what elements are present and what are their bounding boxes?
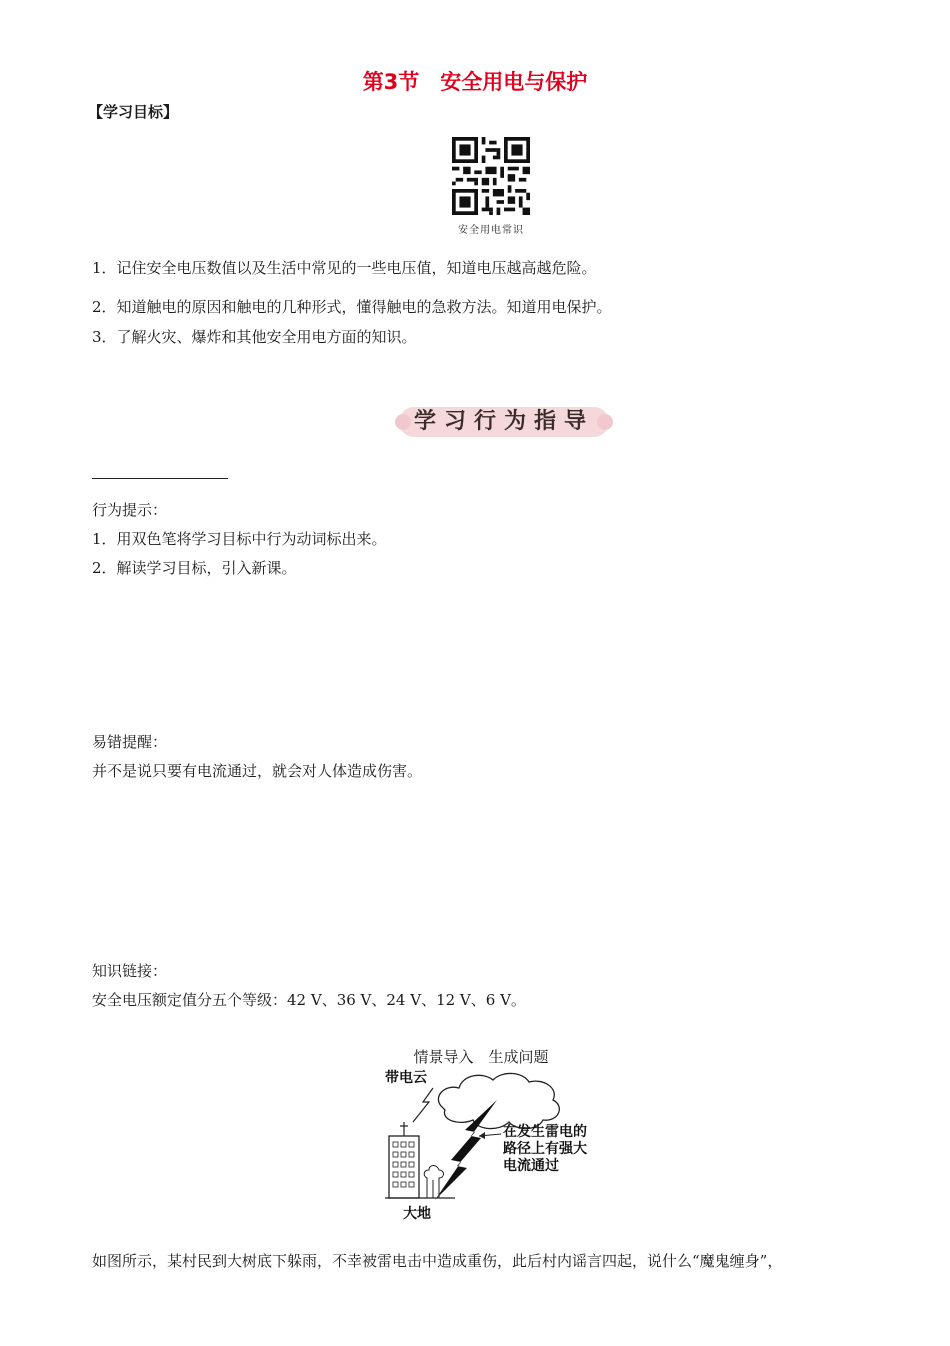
study-guide-banner bbox=[393, 403, 615, 441]
mistake-label: 易错提醒： bbox=[92, 733, 168, 751]
qr-code[interactable] bbox=[452, 137, 530, 215]
ground-label: 大地 bbox=[403, 1206, 431, 1222]
knowledge-label: 知识链接： bbox=[92, 962, 168, 980]
scene-title: 情景导入 生成问题 bbox=[413, 1048, 549, 1066]
behavior-label: 行为提示： bbox=[92, 501, 168, 519]
behavior-item-1: 1．用双色笔将学习目标中行为动词标出来。 bbox=[92, 530, 387, 548]
banner-text: 学习行为指导 bbox=[413, 409, 594, 434]
lightning-figure bbox=[383, 1066, 613, 1224]
goal-item-3: 3．了解火灾、爆炸和其他安全用电方面的知识。 bbox=[92, 328, 417, 346]
cloud-label: 带电云 bbox=[385, 1070, 427, 1086]
path-label-line2: 路径上有强大 bbox=[503, 1141, 587, 1157]
body-paragraph: 如图所示，某村民到大树底下躲雨，不幸被雷电击中造成重伤，此后村内谣言四起，说什么“魔鬼缠身”， bbox=[92, 1252, 783, 1270]
divider-rule bbox=[92, 478, 228, 479]
learning-goals-label: 【学习目标】 bbox=[88, 103, 179, 121]
path-label-line1: 在发生雷电的 bbox=[503, 1124, 587, 1140]
goal-item-1: 1．记住安全电压数值以及生活中常见的一些电压值，知道电压越高越危险。 bbox=[92, 259, 597, 277]
knowledge-text: 安全电压额定值分五个等级：42 V、36 V、24 V、12 V、6 V。 bbox=[92, 991, 526, 1009]
goal-item-2: 2．知道触电的原因和触电的几种形式，懂得触电的急救方法。知道用电保护。 bbox=[92, 298, 612, 316]
path-label-line3: 电流通过 bbox=[503, 1158, 559, 1174]
qr-caption: 安全用电常识 bbox=[458, 225, 524, 236]
mistake-text: 并不是说只要有电流通过，就会对人体造成伤害。 bbox=[92, 762, 423, 780]
behavior-item-2: 2．解读学习目标，引入新课。 bbox=[92, 559, 297, 577]
page-title: 第3节 安全用电与保护 bbox=[362, 70, 588, 94]
